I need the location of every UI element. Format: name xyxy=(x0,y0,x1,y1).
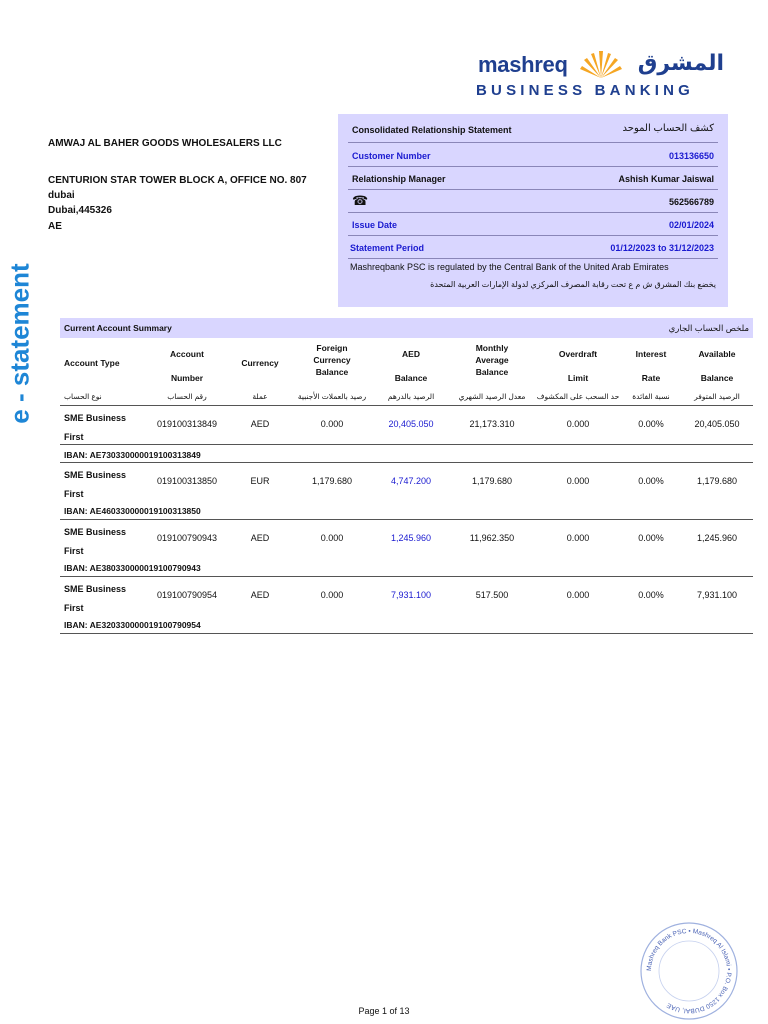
account-type: SME Business First xyxy=(64,584,127,613)
period-value: 01/12/2023 to 31/12/2023 xyxy=(610,243,714,253)
avg-balance: 517.500 xyxy=(475,590,509,600)
account-number: 019100790954 xyxy=(156,590,218,600)
column-headers xyxy=(60,338,753,388)
available-balance: 1,245.960 xyxy=(696,533,738,543)
col-header-overdraft: Overdraft Limit xyxy=(558,349,598,383)
interest-rate: 0.00% xyxy=(638,590,664,600)
period-label: Statement Period xyxy=(350,243,425,253)
aed-balance[interactable]: 1,245.960 xyxy=(390,533,432,543)
interest-rate: 0.00% xyxy=(638,476,664,486)
rm-name: Ashish Kumar Jaiswal xyxy=(618,174,714,184)
phone-icon: ☎ xyxy=(352,193,369,208)
fc-balance: 0.000 xyxy=(320,419,344,429)
account-number: 019100313849 xyxy=(156,419,218,429)
col-header-account-type: Account Type xyxy=(64,358,120,368)
col-header-overdraft-ar: حد السحب على المكشوف xyxy=(536,392,620,401)
customer-name: AMWAJ AL BAHER GOODS WHOLESALERS LLC xyxy=(48,138,282,149)
available-balance: 1,179.680 xyxy=(696,476,738,486)
account-number: 019100313850 xyxy=(156,476,218,486)
col-header-account-number-ar: رقم الحساب xyxy=(167,392,207,401)
currency: AED xyxy=(250,590,270,600)
aed-balance[interactable]: 4,747.200 xyxy=(390,476,432,486)
currency: EUR xyxy=(250,476,270,486)
table-row xyxy=(60,577,753,615)
statement-title: Consolidated Relationship Statement xyxy=(352,125,512,135)
address-line2: dubai xyxy=(48,190,75,201)
regulation-text: Mashreqbank PSC is regulated by the Central Bank of the United Arab Emirates xyxy=(350,262,669,272)
address-line4: AE xyxy=(48,221,62,232)
table-row xyxy=(60,463,753,501)
fc-balance: 0.000 xyxy=(320,533,344,543)
currency: AED xyxy=(250,419,270,429)
customer-number-row xyxy=(348,145,718,167)
address-line3: Dubai,445326 xyxy=(48,205,112,216)
iban: IBAN: AE320330000019100790954 xyxy=(64,620,201,630)
col-header-aed-balance-ar: الرصيد بالدرهم xyxy=(387,392,435,401)
fc-balance: 1,179.680 xyxy=(311,476,353,486)
account-number: 019100790943 xyxy=(156,533,218,543)
avg-balance: 1,179.680 xyxy=(471,476,513,486)
issue-date-value: 02/01/2024 xyxy=(668,220,714,230)
statement-info-panel xyxy=(338,114,728,307)
account-summary-table xyxy=(60,318,753,634)
interest-rate: 0.00% xyxy=(638,419,664,429)
rm-row xyxy=(348,168,718,190)
period-row xyxy=(348,237,718,259)
col-header-avg-balance-ar: معدل الرصيد الشهري xyxy=(458,392,526,401)
iban: IBAN: AE460330000019100313850 xyxy=(64,506,201,516)
available-balance: 7,931.100 xyxy=(696,590,738,600)
summary-title-ar: ملخص الحساب الجاري xyxy=(668,323,749,333)
column-headers-ar xyxy=(60,388,753,406)
col-header-currency-ar: عملة xyxy=(252,392,268,401)
mashreq-logo xyxy=(474,50,726,102)
col-header-avg-balance: Monthly Average Balance xyxy=(475,343,509,377)
account-type: SME Business First xyxy=(64,527,127,556)
col-header-fc-balance-ar: رصيد بالعملات الأجنبية xyxy=(297,392,367,401)
col-header-interest-ar: نسبة الفائدة xyxy=(632,392,670,401)
side-label: e - statement xyxy=(4,263,35,424)
overdraft-limit: 0.000 xyxy=(566,419,590,429)
col-header-fc-balance: Foreign Currency Balance xyxy=(313,343,351,377)
available-balance: 20,405.050 xyxy=(694,419,740,429)
sun-icon xyxy=(578,50,624,80)
fc-balance: 0.000 xyxy=(320,590,344,600)
logo-arabic: المشرق xyxy=(637,50,724,75)
iban: IBAN: AE380330000019100790943 xyxy=(64,563,201,573)
page-number: Page 1 of 13 xyxy=(358,1006,410,1016)
phone-value: 562566789 xyxy=(668,197,714,207)
col-header-account-type-ar: نوع الحساب xyxy=(64,392,102,401)
col-header-currency: Currency xyxy=(241,358,279,368)
iban-row xyxy=(60,615,753,634)
aed-balance[interactable]: 7,931.100 xyxy=(390,590,432,600)
aed-balance[interactable]: 20,405.050 xyxy=(388,419,434,429)
col-header-available-ar: الرصيد المتوفر xyxy=(694,392,740,401)
info-title-row xyxy=(348,117,718,143)
overdraft-limit: 0.000 xyxy=(566,476,590,486)
col-header-available: Available Balance xyxy=(698,349,736,383)
phone-row xyxy=(348,191,718,213)
iban: IBAN: AE730330000019100313849 xyxy=(64,450,201,460)
account-type: SME Business First xyxy=(64,413,127,442)
address-line1: CENTURION STAR TOWER BLOCK A, OFFICE NO. 807 xyxy=(48,175,307,186)
col-header-interest: Interest Rate xyxy=(635,349,667,383)
regulation-text-ar: يخضع بنك المشرق ش م ع تحت رقابة المصرف المركزي لدولة الإمارات العربية المتحدة xyxy=(430,280,716,289)
interest-rate: 0.00% xyxy=(638,533,664,543)
statement-title-ar: كشف الحساب الموحد xyxy=(622,123,714,134)
iban-row xyxy=(60,444,753,463)
currency: AED xyxy=(250,533,270,543)
overdraft-limit: 0.000 xyxy=(566,590,590,600)
stamp-text: Mashreq Bank PSC • Mashreq Al Islami • P.O. Box 1250 DUBAI, UAE xyxy=(645,927,733,1015)
table-row xyxy=(60,520,753,558)
customer-number-label: Customer Number xyxy=(352,151,431,161)
logo-tagline: BUSINESS BANKING xyxy=(476,82,695,99)
customer-number-value: 013136650 xyxy=(668,151,714,161)
col-header-account-number: Account Number xyxy=(170,349,204,383)
logo-latin: mashreq xyxy=(478,52,568,77)
issue-date-row xyxy=(348,214,718,236)
overdraft-limit: 0.000 xyxy=(566,533,590,543)
summary-header xyxy=(60,318,753,338)
summary-title: Current Account Summary xyxy=(64,323,172,333)
avg-balance: 21,173.310 xyxy=(469,419,515,429)
table-row xyxy=(60,406,753,444)
iban-row xyxy=(60,558,753,577)
col-header-aed-balance: AED Balance xyxy=(394,349,428,383)
rm-label: Relationship Manager xyxy=(352,174,446,184)
account-type: SME Business First xyxy=(64,470,127,499)
avg-balance: 11,962.350 xyxy=(469,533,515,543)
iban-row xyxy=(60,501,753,520)
issue-date-label: Issue Date xyxy=(352,220,398,230)
